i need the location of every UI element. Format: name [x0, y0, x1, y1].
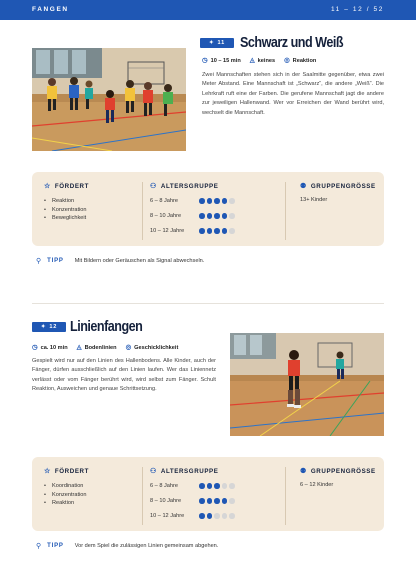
age-range: 6 – 8 Jahre: [150, 198, 178, 204]
rating-dot-filled: [199, 513, 205, 519]
info-box: [32, 457, 384, 531]
age-row: [150, 483, 250, 491]
rating-dot-filled: [207, 228, 213, 234]
list-item: • Konzentration: [44, 491, 87, 500]
rating-dot-empty: [229, 198, 235, 204]
target-icon: ◎: [284, 57, 290, 64]
rating-dot-empty: [222, 513, 228, 519]
rating-dot-filled: [222, 198, 228, 204]
list-item: • Koordination: [44, 482, 87, 491]
rating-dot-filled: [214, 483, 220, 489]
rating-dot-empty: [229, 498, 235, 504]
tip-text: Mit Bildern oder Geräuschen als Signal abwechseln.: [74, 258, 205, 264]
focus: Reaktion: [292, 58, 317, 65]
rating-dot-filled: [199, 198, 205, 204]
rating-dot-filled: [214, 498, 220, 504]
age-label: ALTERSGRUPPE: [160, 182, 219, 190]
rating-dot-filled: [199, 498, 205, 504]
rating-dot-empty: [229, 483, 235, 489]
rating-dot-filled: [207, 198, 213, 204]
rating-dot-empty: [222, 483, 228, 489]
age-rating: [199, 483, 235, 489]
promotes-list: [44, 482, 87, 508]
clock-icon: ◷: [32, 344, 38, 351]
game-number-badge: [32, 322, 66, 332]
group-label: GRUPPENGRÖSSE: [310, 467, 376, 475]
rating-dot-filled: [222, 228, 228, 234]
rating-dot-filled: [207, 498, 213, 504]
lightbulb-icon: ⚲: [36, 543, 42, 550]
rating-dot-filled: [214, 198, 220, 204]
game-photo: [32, 48, 186, 151]
group-icon: ⚉: [300, 468, 307, 475]
promotes-column: [44, 457, 144, 531]
list-item: • Reaktion: [44, 499, 87, 508]
clock-icon: ◷: [202, 57, 208, 64]
game-description: Gespielt wird nur auf den Linien des Hallenbodens. Alle Kinder, auch der Fänger, dürfen ausschließlich auf den Linien laufen. Wer das Liniennetz verlässt oder vom Fänger berührt wird, wird selbst zum Fänger. Schult Reaktion, Ausweichen und genaue Schrittsetzung.: [32, 358, 216, 393]
list-item: • Beweglichkeit: [44, 214, 87, 223]
tip: [36, 257, 204, 265]
age-range: 8 – 10 Jahre: [150, 213, 182, 219]
running-person-icon: ✦: [40, 324, 47, 330]
people-icon: ⚇: [150, 183, 157, 190]
age-rating: [199, 213, 235, 219]
age-row: [150, 498, 250, 506]
group-size: 13+ Kinder: [300, 197, 328, 203]
page-range: 11 – 12 / 52: [330, 6, 384, 13]
cone-icon: ◬: [249, 57, 255, 64]
game-meta: [32, 345, 178, 351]
rating-dot-empty: [214, 513, 220, 519]
star-icon: ☆: [44, 183, 51, 190]
age-range: 6 – 8 Jahre: [150, 483, 178, 489]
material: Bodenlinien: [84, 345, 117, 352]
tip-label: TIPP: [47, 258, 64, 264]
divider: [285, 182, 286, 240]
rating-dot-filled: [207, 513, 213, 519]
target-icon: ◎: [125, 344, 132, 351]
cone-icon: ◬: [76, 344, 82, 351]
promotes-column: [44, 172, 144, 246]
age-row: [150, 213, 250, 221]
divider-rule: [32, 303, 384, 304]
game-photo: [230, 333, 384, 436]
divider: [142, 182, 143, 240]
game-meta: [202, 58, 316, 64]
rating-dot-filled: [199, 228, 205, 234]
rating-dot-empty: [229, 213, 235, 219]
game-number: 11: [217, 40, 225, 46]
age-range: 10 – 12 Jahre: [150, 513, 185, 519]
age-rating: [199, 198, 235, 204]
divider: [285, 467, 286, 525]
rating-dot-filled: [222, 213, 228, 219]
info-box: [32, 172, 384, 246]
list-item: • Reaktion: [44, 197, 87, 206]
group-column: [300, 172, 380, 246]
star-icon: ☆: [44, 468, 51, 475]
age-rating: [199, 513, 235, 519]
group-label: GRUPPENGRÖSSE: [310, 182, 376, 190]
game-number: 12: [49, 324, 58, 330]
rating-dot-empty: [229, 513, 235, 519]
age-range: 10 – 12 Jahre: [150, 228, 185, 234]
game-description: Zwei Mannschaften stehen sich in der Saalmitte gegenüber, etwa zwei Meter Abstand. Eine Mannschaft ist „Schwarz“, die andere „Weiß“. Die Lehrkraft ruft eine der Farben. Die gerufene Mannschaft jagt die andere zur jeweiligen Hallenwand. Wer vor Erreichen der Wand berührt wird, wechselt die Mannschaft.: [202, 72, 384, 116]
people-icon: ⚇: [150, 468, 157, 475]
game-title: Schwarz und Weiß: [240, 34, 344, 51]
age-column: [150, 457, 270, 531]
tip-text: Vor dem Spiel die zulässigen Linien gemeinsam abgehen.: [74, 543, 219, 549]
rating-dot-filled: [199, 483, 205, 489]
rating-dot-filled: [199, 213, 205, 219]
age-row: [150, 228, 250, 236]
promotes-list: [44, 197, 87, 223]
promotes-label: FÖRDERT: [54, 467, 89, 475]
age-rating: [199, 228, 235, 234]
promotes-label: FÖRDERT: [54, 182, 89, 190]
tip-label: TIPP: [47, 543, 64, 549]
age-rating: [199, 498, 235, 504]
group-icon: ⚉: [300, 183, 307, 190]
game-number-badge: [200, 38, 234, 48]
age-row: [150, 513, 250, 521]
focus: Geschicklichkeit: [134, 345, 179, 352]
header-bar: [0, 0, 416, 20]
lightbulb-icon: ⚲: [36, 258, 42, 265]
group-size: 6 – 12 Kinder: [300, 482, 334, 488]
age-column: [150, 172, 270, 246]
rating-dot-filled: [207, 213, 213, 219]
group-column: [300, 457, 380, 531]
rating-dot-empty: [229, 228, 235, 234]
duration: 10 – 15 min: [210, 58, 241, 65]
game-title: Linienfangen: [70, 318, 143, 335]
age-row: [150, 198, 250, 206]
tip: [36, 542, 218, 550]
list-item: • Konzentration: [44, 206, 87, 215]
rating-dot-filled: [214, 228, 220, 234]
section-title: FANGEN: [32, 6, 69, 13]
running-person-icon: ✦: [208, 40, 215, 46]
divider: [142, 467, 143, 525]
material: keines: [257, 58, 276, 65]
rating-dot-filled: [222, 498, 228, 504]
duration: ca. 10 min: [40, 345, 68, 352]
rating-dot-filled: [214, 213, 220, 219]
rating-dot-filled: [207, 483, 213, 489]
age-label: ALTERSGRUPPE: [160, 467, 219, 475]
age-range: 8 – 10 Jahre: [150, 498, 182, 504]
